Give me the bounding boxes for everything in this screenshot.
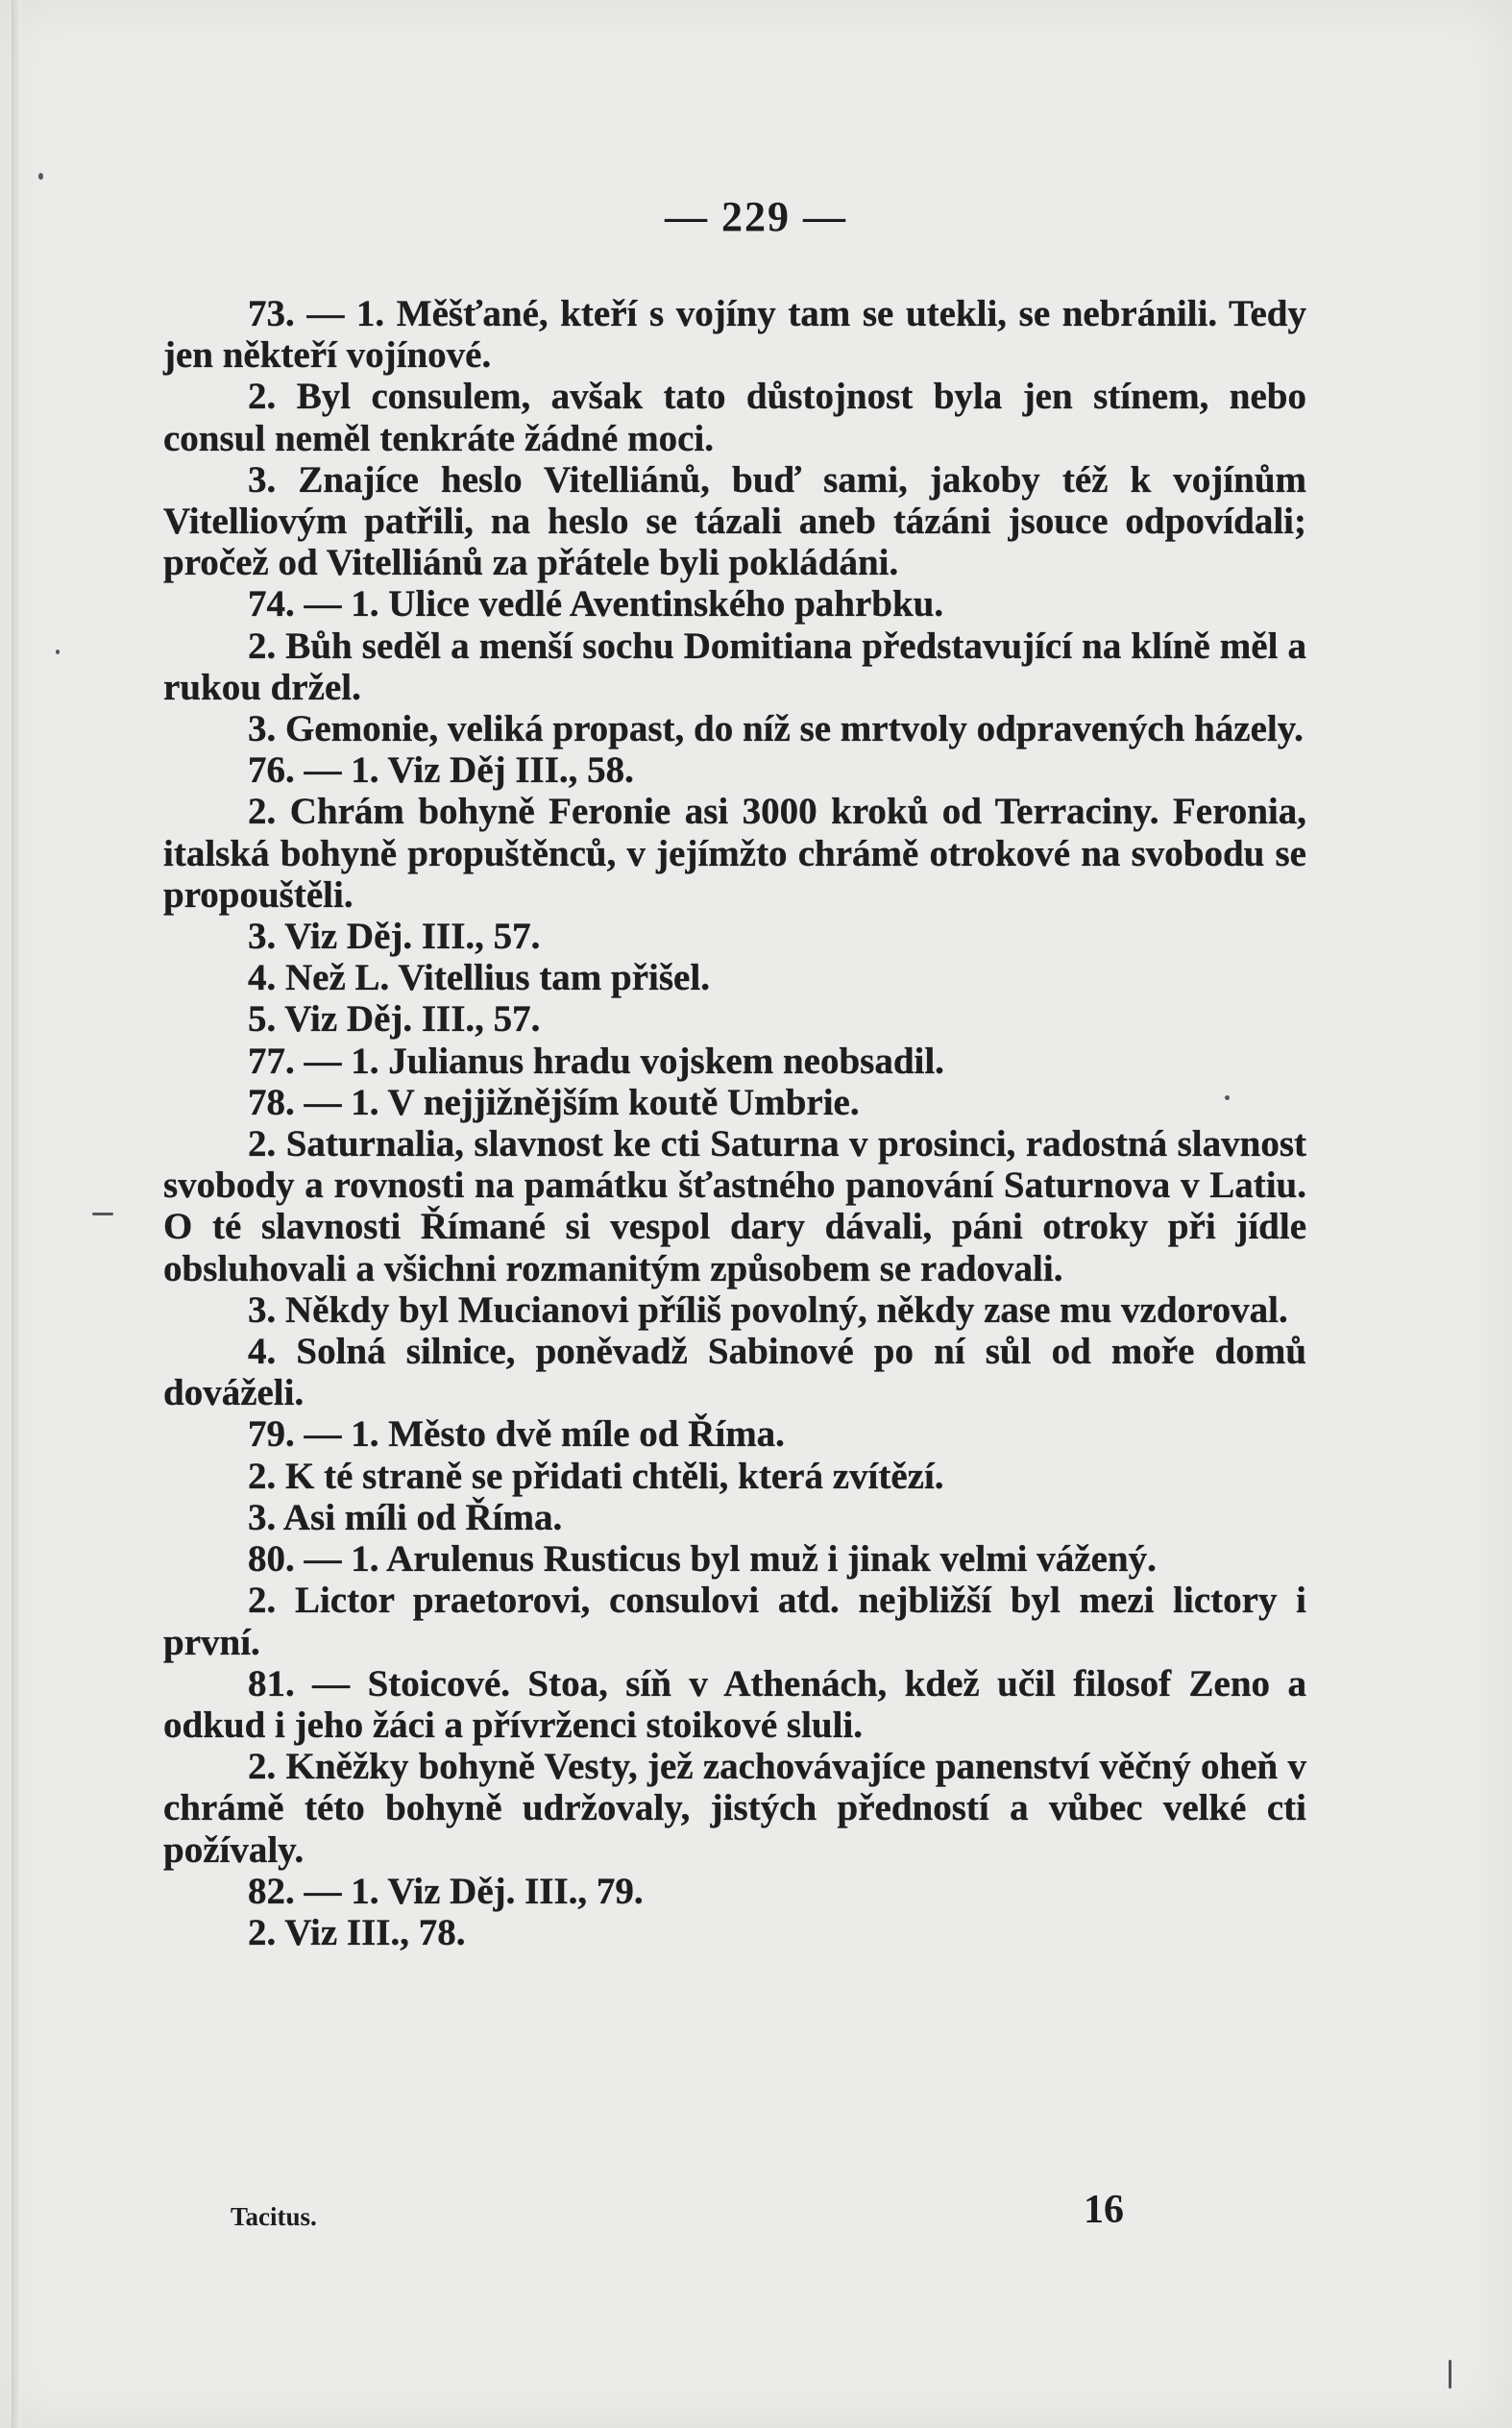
page-number-header: — 229 — — [665, 193, 847, 240]
note-paragraph: 82. — 1. Viz Děj. III., 79. — [248, 1870, 644, 1912]
note-paragraph: 4. Solná silnice, poněvadž Sabinové po ní sůl od moře domů dováželi. — [163, 1331, 1306, 1414]
note-paragraph: 5. Viz Děj. III., 57. — [248, 998, 541, 1041]
note-paragraph: 3. Někdy byl Mucianovi příliš povolný, někdy zase mu vzdoroval. — [248, 1288, 1288, 1331]
note-paragraph: 74. — 1. Ulice vedlé Aventinského pahrbku. — [248, 583, 944, 625]
note-text-block — [163, 293, 1306, 1953]
note-paragraph: 77. — 1. Julianus hradu vojskem neobsadil. — [248, 1040, 944, 1082]
speck — [38, 173, 43, 180]
speck — [1449, 2360, 1451, 2389]
speck — [92, 1213, 113, 1215]
speck — [56, 650, 60, 654]
note-paragraph: 78. — 1. V nejjižnějším koutě Umbrie. — [248, 1081, 860, 1123]
note-paragraph: 2. Saturnalia, slavnost ke cti Saturna v prosinci, radostná slavnost svobody a rovnosti na památku šťastného panování Saturnova v Latiu. O té slavnosti Římané si vespol dary dávali, páni otroky při jídle obsluhovali a všichni rozmanitým způsobem se radovali. — [163, 1123, 1306, 1289]
note-paragraph: 80. — 1. Arulenus Rusticus byl muž i jinak velmi vážený. — [248, 1538, 1157, 1581]
note-paragraph: 2. Chrám bohyně Feronie asi 3000 kroků od Terraciny. Feronia, italská bohyně propuštěnců, v jejímžto chrámě otrokové na svobodu se propouštěli. — [163, 791, 1306, 916]
book-name: Tacitus. — [231, 2202, 317, 2231]
note-paragraph: 73. — 1. Měšťané, kteří s vojíny tam se utekli, se nebránili. Tedy jen někteří vojínové. — [163, 293, 1306, 377]
note-paragraph: 2. Byl consulem, avšak tato důstojnost byla jen stínem, nebo consul neměl tenkráte žádné moci. — [163, 376, 1306, 459]
note-paragraph: 2. Kněžky bohyně Vesty, jež zachovávajíce panenství věčný oheň v chrámě této bohyně udržovaly, jistých předností a vůbec velké cti požívaly. — [163, 1746, 1306, 1871]
note-paragraph: 4. Než L. Vitellius tam přišel. — [248, 957, 710, 999]
note-paragraph: 3. Znajíce heslo Vitelliánů, buď sami, jakoby též k vojínům Vitelliovým patřili, na heslo se tázali aneb tázáni jsouce odpovídali; pročež od Vitelliánů za přátele byli pokládáni. — [163, 458, 1306, 584]
note-paragraph: 2. Lictor praetorovi, consulovi atd. nejbližší byl mezi lictory i první. — [163, 1580, 1306, 1663]
note-paragraph: 2. Bůh seděl a menší sochu Domitiana představující na klíně měl a rukou držel. — [163, 625, 1306, 708]
note-paragraph: 2. Viz III., 78. — [248, 1911, 466, 1953]
note-paragraph: 81. — Stoicové. Stoa, síň v Athenách, kdež učil filosof Zeno a odkud i jeho žáci a přívrženci stoikové sluli. — [163, 1662, 1306, 1746]
note-paragraph: 79. — 1. Město dvě míle od Říma. — [248, 1413, 785, 1456]
signature-mark: 16 — [1084, 2188, 1124, 2232]
page-edge-shadow — [12, 0, 21, 2428]
note-paragraph: 3. Gemonie, veliká propast, do níž se mrtvoly odpravených házely. — [248, 708, 1304, 750]
note-paragraph: 3. Viz Děj. III., 57. — [248, 916, 541, 958]
note-paragraph: 3. Asi míli od Říma. — [248, 1496, 563, 1538]
note-paragraph: 2. K té straně se přidati chtěli, která zvítězí. — [248, 1455, 944, 1497]
note-paragraph: 76. — 1. Viz Děj III., 58. — [248, 749, 634, 792]
